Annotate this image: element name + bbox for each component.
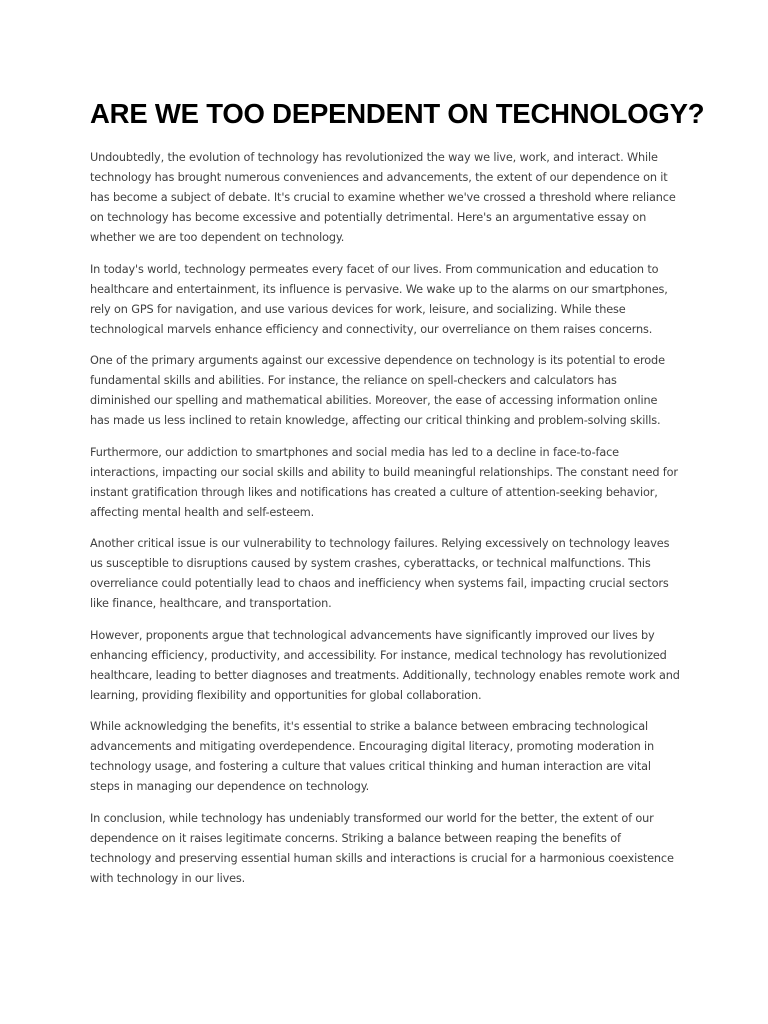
paragraph-6: However, proponents argue that technological advancements have significantly improved our lives by enhancing efficiency, productivity, and accessibility. For instance, medical technology has revolutionized healthcare, leading to better diagnoses and treatments. Additionally, technology enables remote work and learning, providing flexibility and opportunities for global collaboration. [90,628,680,702]
paragraph-7: While acknowledging the benefits, it's essential to strike a balance between embracing technological advancements and mitigating overdependence. Encouraging digital literacy, promoting moderation in technology usage, and fostering a culture that values critical thinking and human interaction are vital steps in managing our dependence on technology. [90,720,655,793]
paragraph-3: One of the primary arguments against our excessive dependence on technology is its potential to erode fundamental skills and abilities. For instance, the reliance on spell-checkers and calculators has diminished our spelling and mathematical abilities. Moreover, the ease of accessing information online has made us less inclined to retain knowledge, affecting our critical thinking and problem-solving skills. [90,354,665,427]
paragraph-1: Undoubtedly, the evolution of technology has revolutionized the way we live, work, and interact. While technology has brought numerous conveniences and advancements, the extent of our dependence on it has become a subject of debate. It's crucial to examine whether we've crossed a threshold where reliance on technology has become excessive and potentially detrimental. Here's an argumentative essay on whether we are too dependent on technology. [90,151,676,244]
document-page [90,96,705,900]
document-title: ARE WE TOO DEPENDENT ON TECHNOLOGY? [90,98,705,129]
paragraph-8: In conclusion, while technology has undeniably transformed our world for the better, the extent of our dependence on it raises legitimate concerns. Striking a balance between reaping the benefits of technology and preserving essential human skills and interactions is crucial for a harmonious coexistence with technology in our lives. [90,811,674,885]
paragraph-2: In today's world, technology permeates every facet of our lives. From communication and education to healthcare and entertainment, its influence is pervasive. We wake up to the alarms on our smartphones, rely on GPS for navigation, and use various devices for work, leisure, and socializing. While these technological marvels enhance efficiency and connectivity, our overreliance on them raises concerns. [90,262,668,336]
paragraph-4: Furthermore, our addiction to smartphones and social media has led to a decline in face-to-face interactions, impacting our social skills and ability to build meaningful relationships. The constant need for instant gratification through likes and notifications has created a culture of attention-seeking behavior, affecting mental health and self-esteem. [90,445,678,519]
paragraph-5: Another critical issue is our vulnerability to technology failures. Relying excessively on technology leaves us susceptible to disruptions caused by system crashes, cyberattacks, or technical malfunctions. This overreliance could potentially lead to chaos and inefficiency when systems fail, impacting crucial sectors like finance, healthcare, and transportation. [90,537,670,610]
